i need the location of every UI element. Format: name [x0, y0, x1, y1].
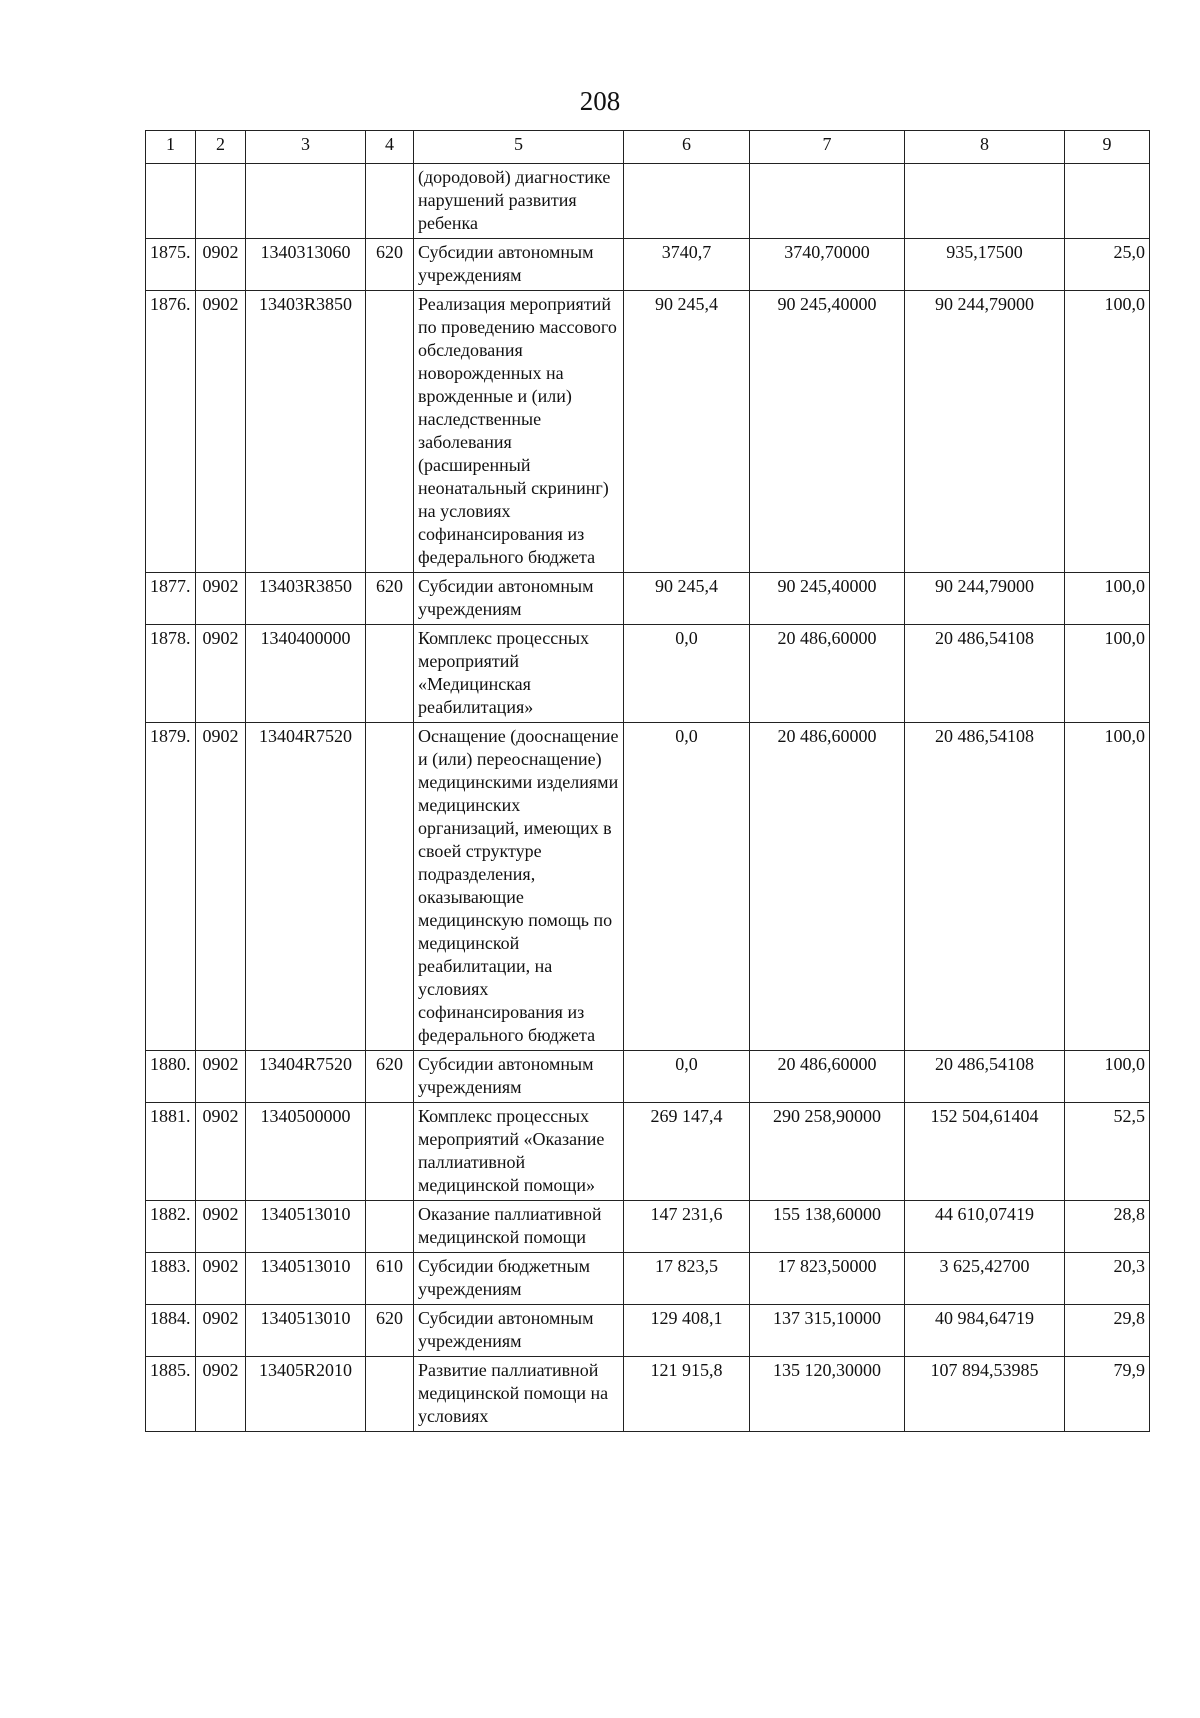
- target-code-cell: 1340400000: [246, 625, 366, 723]
- value-col6-cell: 121 915,8: [624, 1357, 750, 1432]
- target-code-cell: 13405R2010: [246, 1357, 366, 1432]
- name-cell: Субсидии автономным учреждениям: [414, 239, 624, 291]
- table-row: [146, 1051, 1150, 1103]
- header-col-2: 2: [196, 131, 246, 164]
- target-code-cell: 13404R7520: [246, 1051, 366, 1103]
- percent-cell: 28,8: [1065, 1201, 1150, 1253]
- percent-cell: 52,5: [1065, 1103, 1150, 1201]
- percent-cell: 100,0: [1065, 573, 1150, 625]
- target-code-cell: 13403R3850: [246, 291, 366, 573]
- expense-type-cell: 610: [366, 1253, 414, 1305]
- header-col-3: 3: [246, 131, 366, 164]
- value-col8-cell: 40 984,64719: [905, 1305, 1065, 1357]
- table-row: [146, 1201, 1150, 1253]
- section-cell: 0902: [196, 1357, 246, 1432]
- value-col6-cell: 269 147,4: [624, 1103, 750, 1201]
- value-col7-cell: 137 315,10000: [750, 1305, 905, 1357]
- section-cell: [196, 164, 246, 239]
- value-col6-cell: 3740,7: [624, 239, 750, 291]
- value-col7-cell: 90 245,40000: [750, 573, 905, 625]
- target-code-cell: [246, 164, 366, 239]
- row-number-cell: 1881.: [146, 1103, 196, 1201]
- name-cell: Комплекс процессных мероприятий «Оказание паллиативной медицинской помощи»: [414, 1103, 624, 1201]
- expense-type-cell: [366, 164, 414, 239]
- budget-table: [145, 130, 1150, 1432]
- value-col8-cell: 90 244,79000: [905, 291, 1065, 573]
- expense-type-cell: [366, 291, 414, 573]
- table-row: [146, 239, 1150, 291]
- percent-cell: 20,3: [1065, 1253, 1150, 1305]
- row-number-cell: 1884.: [146, 1305, 196, 1357]
- name-cell: (дородовой) диагностике нарушений развития ребенка: [414, 164, 624, 239]
- table-row: [146, 1103, 1150, 1201]
- name-cell: Оказание паллиативной медицинской помощи: [414, 1201, 624, 1253]
- expense-type-cell: [366, 723, 414, 1051]
- table-row: [146, 164, 1150, 239]
- name-cell: Субсидии автономным учреждениям: [414, 1051, 624, 1103]
- name-cell: Развитие паллиативной медицинской помощи на условиях: [414, 1357, 624, 1432]
- table-row: [146, 625, 1150, 723]
- value-col6-cell: 90 245,4: [624, 573, 750, 625]
- value-col6-cell: 17 823,5: [624, 1253, 750, 1305]
- value-col8-cell: [905, 164, 1065, 239]
- value-col7-cell: 20 486,60000: [750, 625, 905, 723]
- table-row: [146, 723, 1150, 1051]
- section-cell: 0902: [196, 1103, 246, 1201]
- page-number: 208: [579, 86, 621, 116]
- value-col6-cell: 0,0: [624, 723, 750, 1051]
- value-col8-cell: 90 244,79000: [905, 573, 1065, 625]
- section-cell: 0902: [196, 1201, 246, 1253]
- target-code-cell: 13403R3850: [246, 573, 366, 625]
- header-col-8: 8: [905, 131, 1065, 164]
- value-col7-cell: 155 138,60000: [750, 1201, 905, 1253]
- value-col7-cell: 135 120,30000: [750, 1357, 905, 1432]
- target-code-cell: 1340513010: [246, 1201, 366, 1253]
- section-cell: 0902: [196, 239, 246, 291]
- row-number-cell: 1875.: [146, 239, 196, 291]
- header-col-5: 5: [414, 131, 624, 164]
- name-cell: Субсидии бюджетным учреждениям: [414, 1253, 624, 1305]
- expense-type-cell: [366, 625, 414, 723]
- expense-type-cell: 620: [366, 1051, 414, 1103]
- row-number-cell: 1877.: [146, 573, 196, 625]
- value-col6-cell: 0,0: [624, 625, 750, 723]
- percent-cell: 25,0: [1065, 239, 1150, 291]
- value-col6-cell: 147 231,6: [624, 1201, 750, 1253]
- value-col7-cell: 17 823,50000: [750, 1253, 905, 1305]
- section-cell: 0902: [196, 573, 246, 625]
- value-col7-cell: 20 486,60000: [750, 1051, 905, 1103]
- header-col-7: 7: [750, 131, 905, 164]
- expense-type-cell: [366, 1103, 414, 1201]
- row-number-cell: [146, 164, 196, 239]
- value-col8-cell: 20 486,54108: [905, 625, 1065, 723]
- value-col8-cell: 20 486,54108: [905, 723, 1065, 1051]
- percent-cell: 29,8: [1065, 1305, 1150, 1357]
- section-cell: 0902: [196, 1253, 246, 1305]
- value-col7-cell: 3740,70000: [750, 239, 905, 291]
- name-cell: Оснащение (дооснащение и (или) переоснащение) медицинскими изделиями медицинских организаций, имеющих в своей структуре подразделения, оказывающие медицинскую помощь по медицинской реабилитации, на условиях софинансирования из федерального бюджета: [414, 723, 624, 1051]
- value-col8-cell: 3 625,42700: [905, 1253, 1065, 1305]
- row-number-cell: 1885.: [146, 1357, 196, 1432]
- row-number-cell: 1880.: [146, 1051, 196, 1103]
- header-row: [146, 131, 1150, 164]
- name-cell: Реализация мероприятий по проведению массового обследования новорожденных на врожденные и (или) наследственные заболевания (расширенный неонатальный скрининг) на условиях софинансирования из федерального бюджета: [414, 291, 624, 573]
- target-code-cell: 1340513010: [246, 1253, 366, 1305]
- header-col-9: 9: [1065, 131, 1150, 164]
- header-col-6: 6: [624, 131, 750, 164]
- percent-cell: 100,0: [1065, 291, 1150, 573]
- row-number-cell: 1878.: [146, 625, 196, 723]
- target-code-cell: 1340500000: [246, 1103, 366, 1201]
- value-col7-cell: 20 486,60000: [750, 723, 905, 1051]
- value-col6-cell: [624, 164, 750, 239]
- name-cell: Субсидии автономным учреждениям: [414, 1305, 624, 1357]
- header-col-1: 1: [146, 131, 196, 164]
- name-cell: Субсидии автономным учреждениям: [414, 573, 624, 625]
- name-cell: Комплекс процессных мероприятий «Медицинская реабилитация»: [414, 625, 624, 723]
- section-cell: 0902: [196, 625, 246, 723]
- percent-cell: 100,0: [1065, 625, 1150, 723]
- section-cell: 0902: [196, 1305, 246, 1357]
- value-col6-cell: 0,0: [624, 1051, 750, 1103]
- percent-cell: 79,9: [1065, 1357, 1150, 1432]
- value-col7-cell: [750, 164, 905, 239]
- percent-cell: [1065, 164, 1150, 239]
- table-row: [146, 1253, 1150, 1305]
- row-number-cell: 1882.: [146, 1201, 196, 1253]
- target-code-cell: 1340313060: [246, 239, 366, 291]
- table-row: [146, 1357, 1150, 1432]
- value-col7-cell: 290 258,90000: [750, 1103, 905, 1201]
- expense-type-cell: [366, 1201, 414, 1253]
- table-row: [146, 291, 1150, 573]
- section-cell: 0902: [196, 1051, 246, 1103]
- value-col8-cell: 20 486,54108: [905, 1051, 1065, 1103]
- table-row: [146, 1305, 1150, 1357]
- row-number-cell: 1883.: [146, 1253, 196, 1305]
- value-col8-cell: 107 894,53985: [905, 1357, 1065, 1432]
- header-col-4: 4: [366, 131, 414, 164]
- row-number-cell: 1876.: [146, 291, 196, 573]
- value-col6-cell: 90 245,4: [624, 291, 750, 573]
- percent-cell: 100,0: [1065, 723, 1150, 1051]
- table-row: [146, 573, 1150, 625]
- target-code-cell: 13404R7520: [246, 723, 366, 1051]
- section-cell: 0902: [196, 291, 246, 573]
- expense-type-cell: [366, 1357, 414, 1432]
- row-number-cell: 1879.: [146, 723, 196, 1051]
- section-cell: 0902: [196, 723, 246, 1051]
- target-code-cell: 1340513010: [246, 1305, 366, 1357]
- expense-type-cell: 620: [366, 573, 414, 625]
- value-col7-cell: 90 245,40000: [750, 291, 905, 573]
- value-col8-cell: 44 610,07419: [905, 1201, 1065, 1253]
- expense-type-cell: 620: [366, 239, 414, 291]
- value-col8-cell: 935,17500: [905, 239, 1065, 291]
- expense-type-cell: 620: [366, 1305, 414, 1357]
- percent-cell: 100,0: [1065, 1051, 1150, 1103]
- value-col6-cell: 129 408,1: [624, 1305, 750, 1357]
- value-col8-cell: 152 504,61404: [905, 1103, 1065, 1201]
